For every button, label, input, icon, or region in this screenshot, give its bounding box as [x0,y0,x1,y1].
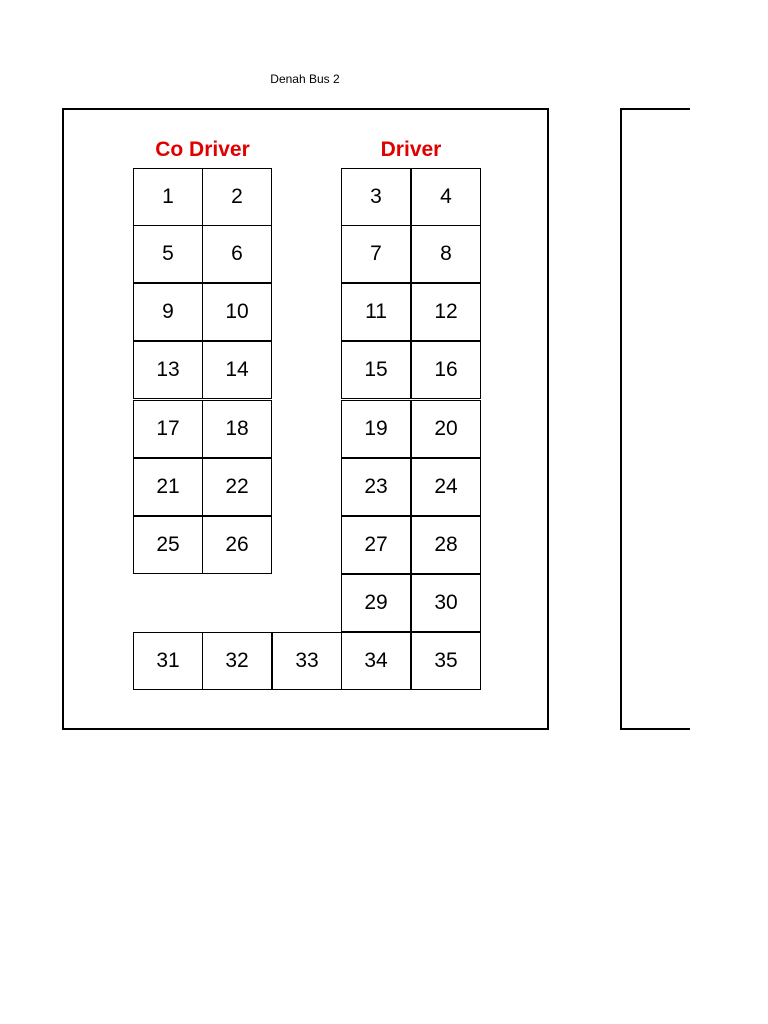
seat-19: 19 [341,400,411,458]
seat-17: 17 [133,400,203,458]
seat-35: 35 [411,632,481,690]
seat-14: 14 [202,341,272,399]
seat-11: 11 [341,283,411,341]
seat-20: 20 [411,400,481,458]
seat-5: 5 [133,225,203,283]
seat-13: 13 [133,341,203,399]
seat-26: 26 [202,516,272,574]
seat-6: 6 [202,225,272,283]
co-driver-label: Co Driver [155,138,250,161]
seat-18: 18 [202,400,272,458]
seat-32: 32 [202,632,272,690]
seat-2: 2 [202,168,272,226]
seat-7: 7 [341,225,411,283]
seat-9: 9 [133,283,203,341]
seat-23: 23 [341,458,411,516]
seat-28: 28 [411,516,481,574]
seat-30: 30 [411,574,481,632]
seat-12: 12 [411,283,481,341]
seat-4: 4 [411,168,481,226]
seat-27: 27 [341,516,411,574]
driver-label: Driver [380,138,442,161]
seat-10: 10 [202,283,272,341]
seat-15: 15 [341,341,411,399]
seat-25: 25 [133,516,203,574]
seat-31: 31 [133,632,203,690]
page-edge-mask [690,100,768,740]
seat-22: 22 [202,458,272,516]
seat-16: 16 [411,341,481,399]
seat-3: 3 [341,168,411,226]
seat-24: 24 [411,458,481,516]
seat-29: 29 [341,574,411,632]
seat-1: 1 [133,168,203,226]
page-title: Denah Bus 2 [270,72,340,86]
seat-21: 21 [133,458,203,516]
seat-33: 33 [272,632,342,690]
seat-8: 8 [411,225,481,283]
seat-34: 34 [341,632,411,690]
